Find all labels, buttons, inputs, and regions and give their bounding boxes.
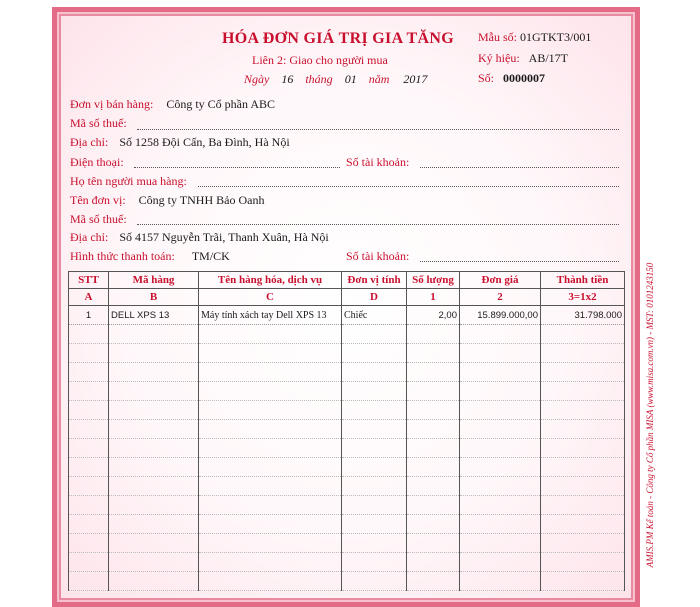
buyer-address-row <box>70 230 329 245</box>
seller-address-row <box>70 135 290 150</box>
cell-unit: Chiếc <box>342 306 407 325</box>
table-cell <box>199 363 342 382</box>
table-row <box>69 477 625 496</box>
table-cell <box>69 363 109 382</box>
table-cell <box>541 420 625 439</box>
table-cell <box>460 477 541 496</box>
buyer-person-label: Họ tên người mua hàng: <box>70 174 187 188</box>
form-value: 01GTKT3/001 <box>520 30 592 44</box>
table-cell <box>407 401 460 420</box>
date-day: 16 <box>281 72 294 86</box>
table-cell <box>460 458 541 477</box>
table-cell <box>541 439 625 458</box>
table-cell <box>199 382 342 401</box>
table-cell <box>407 477 460 496</box>
seller-name-row <box>70 97 275 112</box>
invoice-title: HÓA ĐƠN GIÁ TRỊ GIA TĂNG <box>222 30 454 47</box>
serial-value: AB/17T <box>528 51 569 65</box>
invoice-date <box>244 72 438 87</box>
table-row <box>69 325 625 344</box>
header-name: Tên hàng hóa, dịch vụ <box>199 272 342 289</box>
buyer-account-label: Số tài khoản: <box>346 249 410 263</box>
seller-address-label: Địa chỉ: <box>70 135 109 149</box>
table-cell <box>342 420 407 439</box>
number-label: Số: <box>478 71 495 85</box>
date-month-label: tháng <box>305 72 333 86</box>
cell-price: 15.899.000,00 <box>460 306 541 325</box>
table-row <box>69 534 625 553</box>
table-cell <box>342 325 407 344</box>
invoice-copy: Liên 2: Giao cho người mua <box>252 53 388 67</box>
form-label: Mẫu số: <box>478 30 517 44</box>
table-cell <box>342 477 407 496</box>
seller-tax-dots <box>137 129 619 130</box>
table-cell <box>342 458 407 477</box>
buyer-payment: TM/CK <box>191 249 230 263</box>
table-cell <box>541 496 625 515</box>
table-cell <box>460 439 541 458</box>
cell-amount: 31.798.000 <box>541 306 625 325</box>
table-cell <box>460 344 541 363</box>
table-row <box>69 401 625 420</box>
seller-account-label: Số tài khoản: <box>346 155 410 169</box>
header-stt: STT <box>69 272 109 289</box>
header-unit: Đơn vị tính <box>342 272 407 289</box>
table-header-row <box>69 272 625 289</box>
code-d: D <box>342 289 407 306</box>
table-row <box>69 344 625 363</box>
table-cell <box>541 477 625 496</box>
header-amount: Thành tiền <box>541 272 625 289</box>
table-cell <box>199 534 342 553</box>
seller-tax-label: Mã số thuế: <box>70 116 127 130</box>
form-number <box>478 30 591 45</box>
seller-name-label: Đơn vị bán hàng: <box>70 97 154 111</box>
table-cell <box>541 572 625 591</box>
seller-phone-dots <box>134 167 340 168</box>
table-cell <box>460 401 541 420</box>
table-cell <box>199 477 342 496</box>
table-cell <box>460 572 541 591</box>
table-cell <box>342 344 407 363</box>
table-cell <box>69 477 109 496</box>
table-cell <box>541 363 625 382</box>
table-cell <box>460 553 541 572</box>
table-cell <box>407 420 460 439</box>
table-row <box>69 420 625 439</box>
code-c: C <box>199 289 342 306</box>
table-cell <box>199 572 342 591</box>
table-cell <box>541 382 625 401</box>
date-year: 2017 <box>403 72 428 86</box>
table-cell <box>109 572 199 591</box>
table-cell <box>342 363 407 382</box>
table-cell <box>342 553 407 572</box>
items-table <box>68 271 625 591</box>
table-cell <box>460 363 541 382</box>
table-cell <box>342 401 407 420</box>
buyer-payment-label: Hình thức thanh toán: <box>70 249 175 263</box>
seller-name: Công ty Cổ phần ABC <box>166 97 276 111</box>
table-cell <box>69 382 109 401</box>
table-cell <box>407 553 460 572</box>
table-cell <box>342 496 407 515</box>
table-cell <box>69 439 109 458</box>
buyer-tax-label: Mã số thuế: <box>70 212 127 226</box>
cell-qty: 2,00 <box>407 306 460 325</box>
table-cell <box>199 496 342 515</box>
side-note <box>640 230 660 600</box>
table-row <box>69 439 625 458</box>
table-cell <box>109 515 199 534</box>
buyer-person-dots <box>198 186 619 187</box>
table-cell <box>460 325 541 344</box>
table-cell <box>342 439 407 458</box>
table-code-row <box>69 289 625 306</box>
header-qty: Số lượng <box>407 272 460 289</box>
table-cell <box>199 439 342 458</box>
number-value: 0000007 <box>503 71 546 85</box>
table-cell <box>199 344 342 363</box>
buyer-unit-label: Tên đơn vị: <box>70 193 126 207</box>
table-cell <box>407 572 460 591</box>
cell-code: DELL XPS 13 <box>109 306 199 325</box>
table-cell <box>69 534 109 553</box>
table-cell <box>69 344 109 363</box>
invoice-number <box>478 71 545 86</box>
code-1: 1 <box>407 289 460 306</box>
table-row <box>69 572 625 591</box>
cell-stt: 1 <box>69 306 109 325</box>
table-cell <box>109 382 199 401</box>
table-cell <box>69 515 109 534</box>
table-cell <box>109 553 199 572</box>
table-row <box>69 382 625 401</box>
header-code: Mã hàng <box>109 272 199 289</box>
table-cell <box>541 325 625 344</box>
table-cell <box>541 344 625 363</box>
table-cell <box>541 534 625 553</box>
table-cell <box>109 325 199 344</box>
table-cell <box>199 401 342 420</box>
table-cell <box>342 572 407 591</box>
table-cell <box>109 458 199 477</box>
table-cell <box>407 344 460 363</box>
table-cell <box>109 363 199 382</box>
table-cell <box>407 458 460 477</box>
table-cell <box>407 363 460 382</box>
code-3: 3=1x2 <box>541 289 625 306</box>
table-row <box>69 458 625 477</box>
table-cell <box>541 401 625 420</box>
table-cell <box>407 515 460 534</box>
code-b: B <box>109 289 199 306</box>
table-cell <box>109 344 199 363</box>
table-cell <box>109 420 199 439</box>
table-cell <box>109 477 199 496</box>
table-cell <box>460 515 541 534</box>
table-cell <box>460 382 541 401</box>
seller-account-dots <box>420 167 619 168</box>
serial <box>478 51 568 66</box>
table-cell <box>342 382 407 401</box>
buyer-unit: Công ty TNHH Bảo Oanh <box>138 193 265 207</box>
buyer-unit-row <box>70 193 264 208</box>
table-cell <box>69 496 109 515</box>
table-cell <box>407 439 460 458</box>
table-cell <box>199 325 342 344</box>
table-row <box>69 306 625 325</box>
table-cell <box>69 572 109 591</box>
table-cell <box>199 458 342 477</box>
table-cell <box>69 420 109 439</box>
side-note-text: AMIS.PM Kế toán - Công ty Cổ phần MISA (www.misa.com.vn) - MST: 0101243150 <box>645 262 655 568</box>
table-cell <box>109 439 199 458</box>
seller-phone-label: Điện thoại: <box>70 155 124 169</box>
table-cell <box>69 458 109 477</box>
buyer-payment-row <box>70 249 230 264</box>
table-cell <box>109 401 199 420</box>
table-cell <box>541 553 625 572</box>
table-cell <box>407 496 460 515</box>
table-cell <box>407 325 460 344</box>
table-cell <box>109 496 199 515</box>
table-row <box>69 363 625 382</box>
table-row <box>69 553 625 572</box>
table-cell <box>69 325 109 344</box>
buyer-address-label: Địa chỉ: <box>70 230 109 244</box>
seller-address: Số 1258 Đội Cấn, Ba Đình, Hà Nội <box>119 135 290 149</box>
table-cell <box>69 553 109 572</box>
date-year-label: năm <box>368 72 390 86</box>
table-cell <box>460 534 541 553</box>
table-cell <box>69 401 109 420</box>
buyer-address: Số 4157 Nguyễn Trãi, Thanh Xuân, Hà Nội <box>119 230 329 244</box>
table-row <box>69 515 625 534</box>
table-cell <box>460 420 541 439</box>
table-cell <box>109 534 199 553</box>
serial-label: Ký hiệu: <box>478 51 520 65</box>
table-cell <box>342 534 407 553</box>
cell-name: Máy tính xách tay Dell XPS 13 <box>199 306 342 325</box>
date-day-label: Ngày <box>244 72 270 86</box>
buyer-account-dots <box>420 261 619 262</box>
table-cell <box>541 515 625 534</box>
table-cell <box>199 553 342 572</box>
code-2: 2 <box>460 289 541 306</box>
code-a: A <box>69 289 109 306</box>
table-cell <box>541 458 625 477</box>
buyer-tax-dots <box>137 224 619 225</box>
table-row <box>69 496 625 515</box>
table-cell <box>407 382 460 401</box>
header-price: Đơn giá <box>460 272 541 289</box>
date-month: 01 <box>344 72 357 86</box>
table-cell <box>199 515 342 534</box>
table-cell <box>199 420 342 439</box>
empty-rows <box>69 325 625 591</box>
table-cell <box>407 534 460 553</box>
table-cell <box>342 515 407 534</box>
table-cell <box>460 496 541 515</box>
